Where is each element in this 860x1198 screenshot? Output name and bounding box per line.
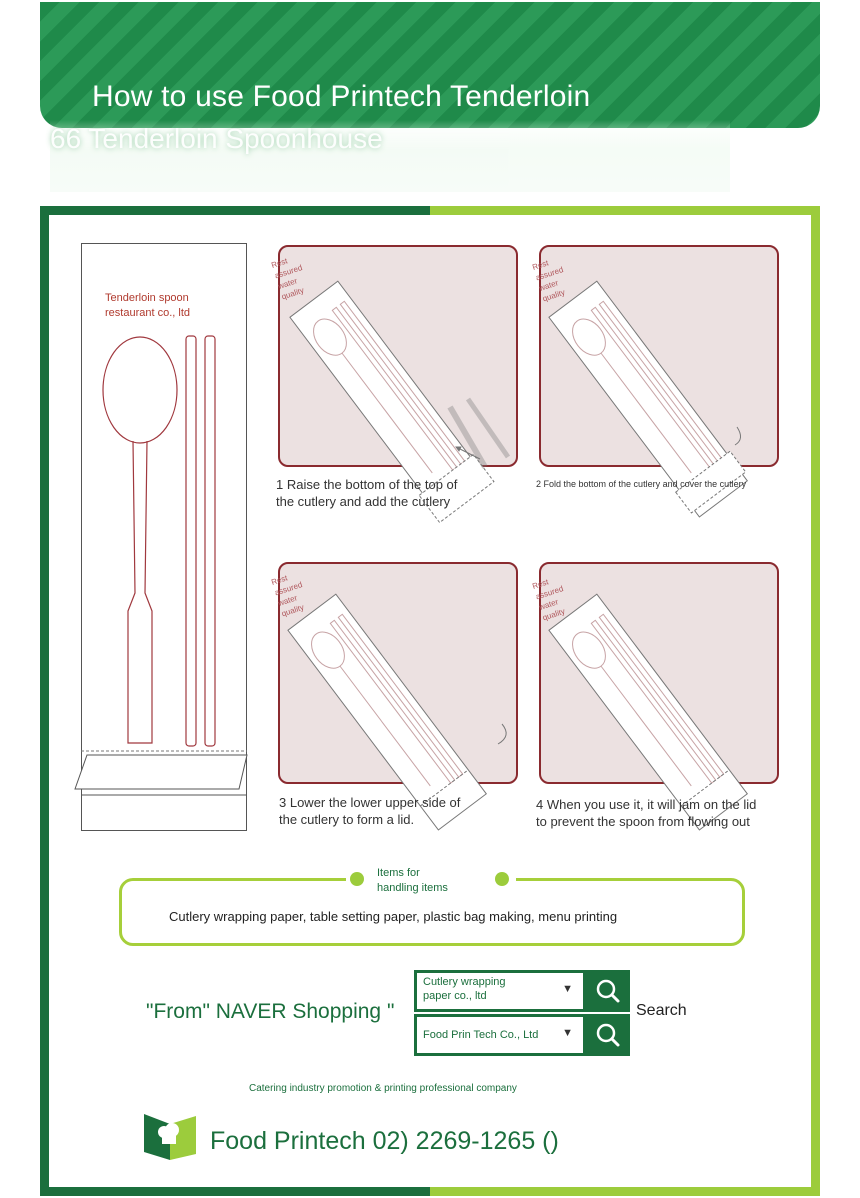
- step-4-stamp: Rest assured water quality: [531, 577, 567, 623]
- search-button[interactable]: [586, 970, 630, 1012]
- step-3-panel: [270, 562, 518, 784]
- header-banner: [40, 2, 820, 128]
- search-label: Search: [636, 1002, 687, 1019]
- step-2-stamp: Rest assured water quality: [531, 258, 567, 304]
- chevron-down-icon: ▼: [562, 1027, 573, 1039]
- page-subtitle: [50, 120, 730, 192]
- from-naver-label: "From" NAVER Shopping ": [146, 1000, 395, 1023]
- search-select-company[interactable]: [414, 970, 586, 1012]
- page-title: How to use Food Printech Tenderloin: [92, 80, 591, 113]
- step-1-panel: [270, 245, 518, 467]
- step-3-caption: 3 Lower the lower upper side of the cutlery to form a lid.: [279, 795, 461, 827]
- chevron-down-icon: ▼: [562, 983, 573, 995]
- subtitle-text: 66 Tenderloin Spoonhouse: [50, 123, 383, 154]
- step-4-panel: [531, 562, 779, 784]
- search-button[interactable]: [586, 1014, 630, 1056]
- search-icon: [586, 1014, 630, 1056]
- step-1-caption: 1 Raise the bottom of the top of the cutlery and add the cutlery: [276, 477, 458, 509]
- search-select-value: Food Prin Tech Co., Ltd: [423, 1029, 539, 1041]
- step-3-stamp: Rest assured water quality: [270, 573, 306, 619]
- items-dot-right: [495, 872, 509, 886]
- search-icon: [586, 970, 630, 1012]
- items-text: Cutlery wrapping paper, table setting paper, plastic bag making, menu printing: [169, 909, 618, 924]
- contact-line: Food Printech 02) 2269-1265 (): [210, 1127, 559, 1155]
- step-4-caption: 4 When you use it, it will jam on the lid to prevent the spoon from flowing out: [536, 797, 757, 829]
- step-2-panel: [531, 245, 779, 467]
- sleeve-label: Tenderloin spoon restaurant co., ltd: [105, 292, 190, 319]
- promo-text: Catering industry promotion & printing professional company: [249, 1083, 517, 1094]
- company-logo-icon: [142, 1112, 198, 1162]
- search-select-brand[interactable]: [414, 1014, 586, 1056]
- step-1-stamp: Rest assured water quality: [270, 256, 306, 302]
- search-select-value: Cutlery wrapping paper co., ltd: [423, 976, 506, 1002]
- cutlery-sleeve-illustration: [81, 243, 247, 831]
- step-2-caption: 2 Fold the bottom of the cutlery and cover the cutlery: [536, 479, 747, 489]
- items-title: Items for handling items: [377, 867, 448, 894]
- items-dot-left: [350, 872, 364, 886]
